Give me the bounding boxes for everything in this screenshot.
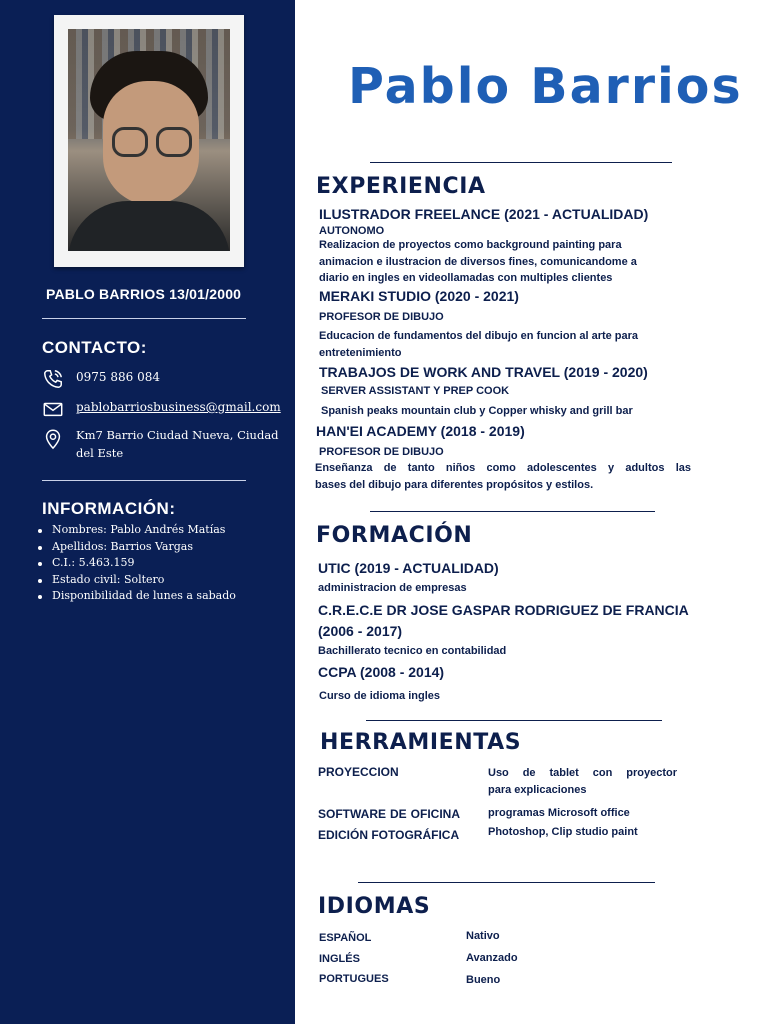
contact-email[interactable]	[42, 398, 281, 420]
info-heading: INFORMACIÓN:	[42, 499, 176, 518]
info-item: C.I.: 5.463.159	[36, 555, 236, 572]
education-title: CCPA (2008 - 2014)	[318, 664, 445, 680]
job-role: AUTONOMO	[319, 225, 385, 237]
desc-line: entretenimiento	[319, 346, 402, 359]
desc-line: animacion e ilustracion de diversos fines, comunicandome a	[319, 255, 637, 268]
tool-label: SOFTWARE DE OFICINA EDICIÓN FOTOGRÁFICA	[318, 807, 460, 842]
language-name: PORTUGUES	[319, 973, 389, 985]
contact-address	[42, 426, 279, 462]
address-text	[76, 426, 279, 462]
education-title: C.R.E.C.E DR JOSE GASPAR RODRIGUEZ DE FRANCIA	[318, 602, 689, 618]
email-link[interactable]: pablobarriosbusiness@gmail.com	[76, 400, 281, 414]
info-item: Nombres: Pablo Andrés Matías	[36, 522, 236, 539]
divider	[370, 162, 672, 163]
job-title: HAN'EI ACADEMY (2018 - 2019)	[316, 423, 525, 439]
sidebar-name-birthdate: PABLO BARRIOS 13/01/2000	[46, 286, 242, 302]
address-line-1: Km7 Barrio Ciudad Nueva, Ciudad	[76, 428, 279, 442]
education-title-years: (2006 - 2017)	[318, 623, 403, 639]
education-detail: Bachillerato tecnico en contabilidad	[318, 645, 507, 657]
profile-photo	[68, 29, 230, 251]
desc-line: diario en ingles en videollamadas con multiples clientes	[319, 272, 613, 284]
tool-description	[488, 765, 677, 798]
language-level: Bueno	[466, 974, 501, 986]
job-description	[315, 460, 691, 493]
phone-icon	[42, 368, 64, 390]
job-title: TRABAJOS DE WORK AND TRAVEL (2019 - 2020)	[319, 364, 648, 380]
job-title: ILUSTRADOR FREELANCE (2021 - ACTUALIDAD)	[319, 206, 649, 222]
education-detail: administracion de empresas	[318, 582, 467, 594]
section-title-herramientas: HERRAMIENTAS	[320, 730, 522, 755]
sidebar	[0, 0, 295, 1024]
job-role: PROFESOR DE DIBUJO	[319, 446, 444, 458]
location-pin-icon	[42, 428, 64, 450]
job-role: SERVER ASSISTANT Y PREP COOK	[321, 385, 510, 397]
divider	[42, 318, 246, 319]
info-item: Apellidos: Barrios Vargas	[36, 539, 236, 556]
desc-line: para explicaciones	[488, 783, 587, 796]
job-role: PROFESOR DE DIBUJO	[319, 311, 444, 323]
language-name: INGLÉS	[319, 953, 360, 965]
info-item: Estado civil: Soltero	[36, 572, 236, 589]
address-line-2: del Este	[76, 446, 124, 460]
divider	[42, 480, 246, 481]
profile-photo-frame	[54, 15, 244, 267]
divider	[370, 511, 655, 512]
contact-heading: CONTACTO:	[42, 338, 147, 357]
section-title-formacion: FORMACIÓN	[316, 523, 473, 548]
job-description	[319, 237, 637, 287]
desc-line: Realizacion de proyectos como background painting para	[319, 239, 622, 251]
tool-description	[488, 805, 638, 840]
page-title: Pablo Barrios	[348, 58, 743, 115]
section-title-idiomas: IDIOMAS	[318, 894, 431, 919]
language-level: Avanzado	[466, 952, 518, 964]
language-level: Nativo	[466, 930, 500, 942]
job-description	[321, 403, 633, 420]
desc-line: Uso de tablet con proyector	[488, 767, 677, 779]
language-name: ESPAÑOL	[319, 932, 372, 944]
education-detail: Curso de idioma ingles	[319, 690, 441, 702]
desc-line: Photoshop, Clip studio paint	[488, 825, 638, 838]
education-title: UTIC (2019 - ACTUALIDAD)	[318, 560, 499, 576]
desc-line: Enseñanza de tanto niños como adolescentes y adultos las	[315, 462, 691, 474]
section-title-experiencia: EXPERIENCIA	[316, 174, 486, 199]
info-item: Disponibilidad de lunes a sabado	[36, 588, 236, 605]
divider	[358, 882, 655, 883]
desc-line: bases del dibujo para diferentes propósitos y estilos.	[315, 478, 594, 491]
divider	[366, 720, 662, 721]
tool-label: PROYECCION	[318, 765, 399, 779]
phone-number: 0975 886 084	[76, 370, 160, 384]
envelope-icon	[42, 398, 64, 420]
job-title: MERAKI STUDIO (2020 - 2021)	[319, 288, 519, 304]
job-description	[319, 328, 638, 361]
desc-line: programas Microsoft office	[488, 807, 630, 819]
info-list	[36, 522, 236, 605]
desc-line: Educacion de fundamentos del dibujo en funcion al arte para	[319, 330, 639, 342]
desc-line: Spanish peaks mountain club y Copper whisky and grill bar	[321, 405, 633, 417]
contact-phone[interactable]	[42, 368, 160, 390]
